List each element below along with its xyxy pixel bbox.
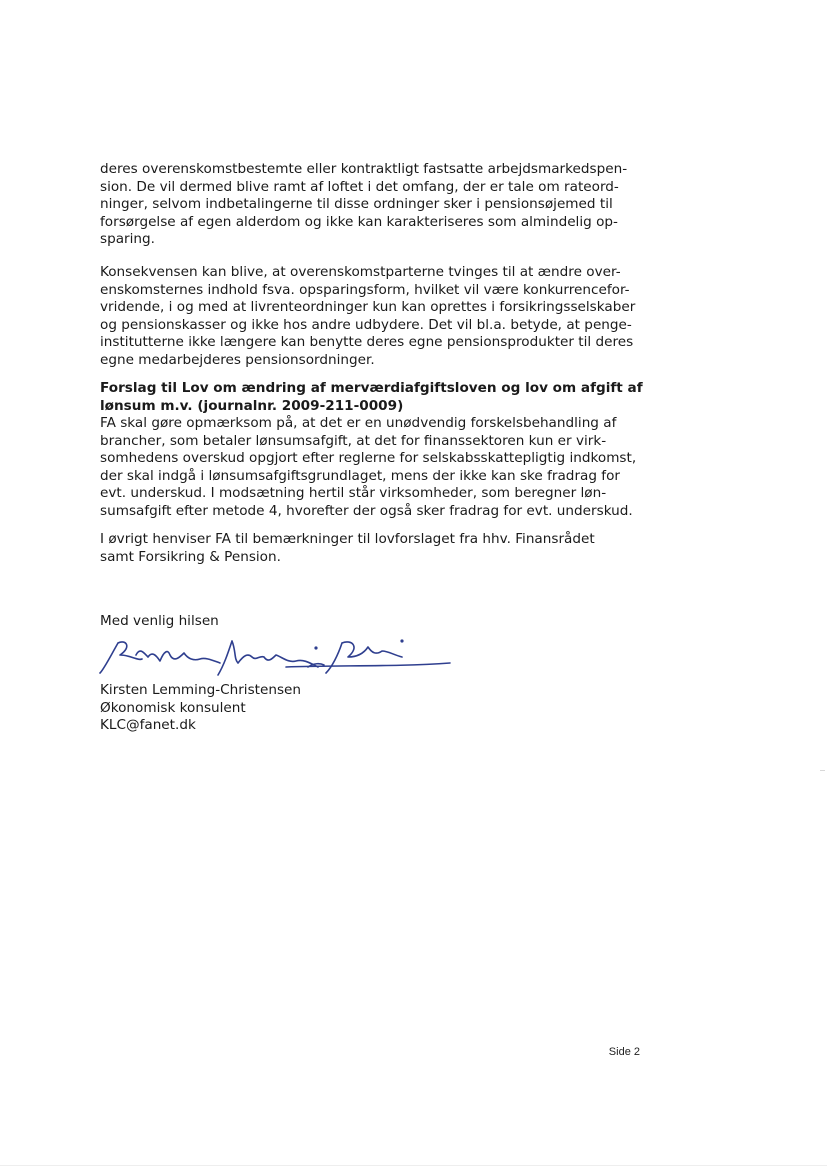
text-line: vridende, i og med at livrenteordninger kun kan oprettes i forsikringsselskaber — [100, 299, 636, 315]
signer-email: KLC@fanet.dk — [100, 717, 196, 733]
text-line: og pensionskasser og ikke hos andre udbydere. Det vil bl.a. betyde, at penge- — [100, 316, 632, 333]
text-line: evt. underskud. I modsætning hertil står virksomheder, som beregner løn- — [100, 485, 607, 501]
text-line: der skal indgå i lønsumsafgiftsgrundlaget, mens der ikke kan ske fradrag for — [100, 467, 620, 484]
closing-text: Med venlig hilsen — [100, 613, 219, 629]
text-line: sion. De vil dermed blive ramt af loftet i det omfang, der er tale om rateord- — [100, 178, 619, 195]
section-heading-line: lønsum m.v. (journalnr. 2009-211-0009) — [100, 397, 404, 414]
handwritten-signature — [96, 633, 456, 685]
closing-greeting — [100, 613, 660, 631]
text-line: samt Forsikring & Pension. — [100, 548, 281, 565]
text-line: somhedens overskud opgjort efter reglerne for selskabsskattepligtig indkomst, — [100, 450, 637, 466]
section-heading-line: Forslag til Lov om ændring af merværdiafgiftsloven og lov om afgift af — [100, 380, 643, 396]
text-line: FA skal gøre opmærksom på, at det er en unødvendig forskelsbehandling af — [100, 415, 617, 431]
section-loensumsafgift — [100, 380, 660, 520]
text-line: egne medarbejderes pensionsordninger. — [100, 351, 375, 368]
paragraph-henvisning — [100, 531, 660, 566]
text-line: sparing. — [100, 231, 155, 247]
scan-edge-mark — [0, 1165, 827, 1166]
text-line: Konsekvensen kan blive, at overenskomstparterne tvinges til at ændre over- — [100, 264, 621, 280]
text-line: forsørgelse af egen alderdom og ikke kan karakteriseres som almindelig op- — [100, 213, 618, 230]
text-line: I øvrigt henviser FA til bemærkninger til lovforslaget fra hhv. Finansrådet — [100, 531, 595, 547]
text-line: deres overenskomstbestemte eller kontraktligt fastsatte arbejdsmarkedspen- — [100, 161, 628, 177]
paragraph-konsekvens — [100, 264, 660, 369]
text-line: institutterne ikke længere kan benytte deres egne pensionsprodukter til deres — [100, 334, 634, 350]
text-line: brancher, som betaler lønsumsafgift, at det for finanssektoren kun er virk- — [100, 432, 607, 449]
page-number: Side 2 — [608, 1046, 640, 1058]
scan-edge-mark — [820, 770, 825, 771]
paragraph-pension-loft — [100, 161, 660, 249]
signer-title: Økonomisk konsulent — [100, 699, 246, 716]
text-line: enskomsternes indhold fsva. opsparingsform, hvilket vil være konkurrencefor- — [100, 281, 630, 298]
text-line: sumsafgift efter metode 4, hvorefter der også sker fradrag for evt. underskud. — [100, 502, 633, 519]
signer-block — [100, 682, 660, 735]
text-line: ninger, selvom indbetalingerne til disse ordninger sker i pensionsøjemed til — [100, 196, 613, 212]
signer-name: Kirsten Lemming-Christensen — [100, 682, 302, 698]
